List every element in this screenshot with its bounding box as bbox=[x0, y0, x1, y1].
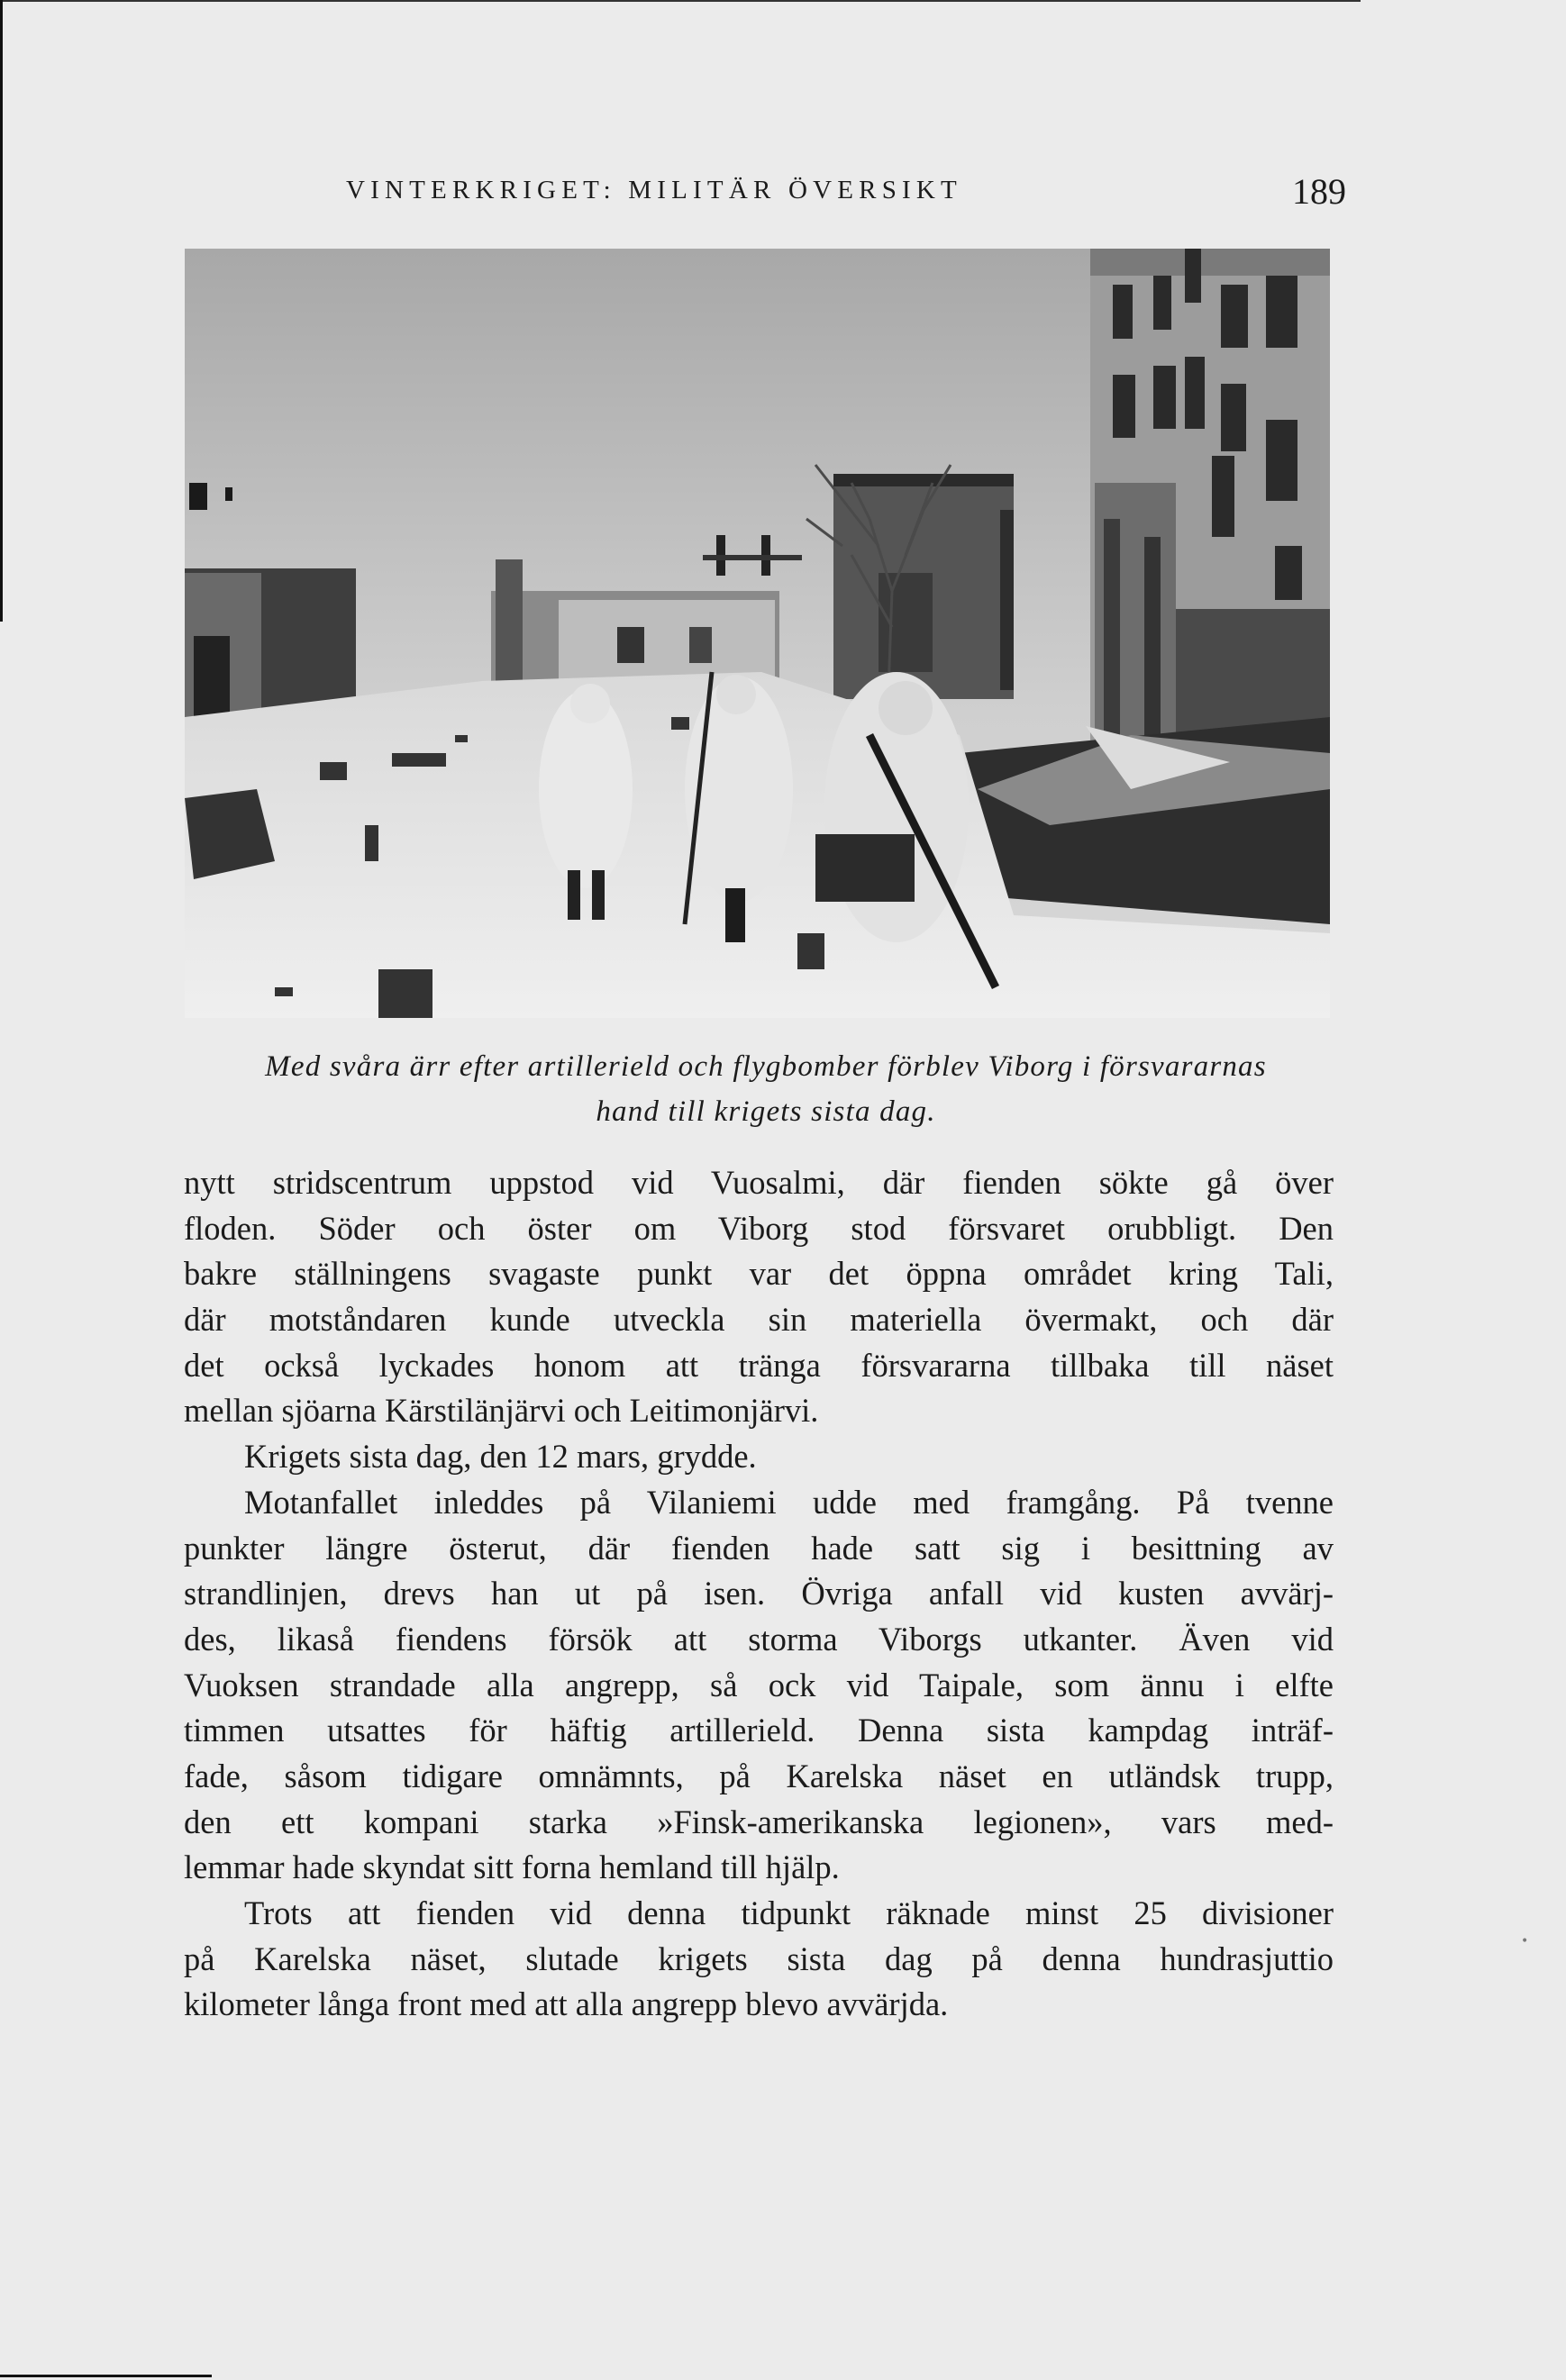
text-line: kilometer långa front med att alla angrepp blevo avvärjda. bbox=[184, 1985, 949, 2023]
scan-top-edge bbox=[0, 0, 1361, 2]
scan-speck: • bbox=[1521, 1934, 1529, 1949]
paragraph bbox=[184, 1891, 1334, 2028]
paragraph bbox=[184, 1480, 1334, 1891]
running-head bbox=[346, 170, 1346, 215]
running-title: VINTERKRIGET: MILITÄR ÖVERSIKT bbox=[346, 176, 962, 204]
text-line: punkter längre österut, där fienden hade satt sig i besittning av bbox=[184, 1529, 1334, 1567]
caption-line: hand till krigets sista dag. bbox=[596, 1095, 936, 1128]
text-line: bakre ställningens svagaste punkt var det öppna området kring Tali, bbox=[184, 1255, 1334, 1293]
body-text bbox=[184, 1160, 1334, 2028]
war-photo bbox=[185, 249, 1330, 1018]
text-line: Vuoksen strandade alla angrepp, så ock vid Taipale, som ännu i elfte bbox=[184, 1666, 1334, 1703]
text-line: Motanfallet inleddes på Vilaniemi udde med framgång. På tvenne bbox=[244, 1483, 1334, 1521]
text-line: mellan sjöarna Kärstilänjärvi och Leitimonjärvi. bbox=[184, 1392, 819, 1430]
text-line: Trots att fienden vid denna tidpunkt räknade minst 25 divisioner bbox=[244, 1894, 1334, 1931]
text-line: floden. Söder och öster om Viborg stod försvaret orubbligt. Den bbox=[184, 1209, 1334, 1247]
text-line: på Karelska näset, slutade krigets sista dag på denna hundrasjuttio bbox=[184, 1939, 1334, 1977]
text-line: nytt stridscentrum uppstod vid Vuosalmi, där fienden sökte gå över bbox=[184, 1164, 1334, 1201]
text-line: lemmar hade skyndat sitt forna hemland till hjälp. bbox=[184, 1849, 840, 1886]
text-line: timmen utsattes för häftig artillerield. Denna sista kampdag inträf- bbox=[184, 1712, 1334, 1749]
text-line: strandlinjen, drevs han ut på isen. Övriga anfall vid kusten avvärj- bbox=[184, 1575, 1334, 1612]
text-line: där motståndaren kunde utveckla sin materiella övermakt, och där bbox=[184, 1301, 1334, 1339]
page-number: 189 bbox=[1292, 171, 1346, 212]
photo-caption bbox=[180, 1044, 1352, 1134]
scan-bottom-edge bbox=[0, 2375, 212, 2377]
text-line: des, likaså fiendens försök att storma Viborgs utkanter. Även vid bbox=[184, 1620, 1334, 1658]
paragraph bbox=[184, 1160, 1334, 1434]
scan-left-edge bbox=[0, 0, 3, 622]
caption-line: Med svåra ärr efter artillerield och flygbomber förblev Viborg i försvararnas bbox=[265, 1050, 1267, 1083]
text-line: det också lyckades honom att tränga försvararna tillbaka till näset bbox=[184, 1346, 1334, 1384]
photo-illustration-icon bbox=[185, 249, 1330, 1018]
text-line: den ett kompani starka »Finsk-amerikanska legionen», vars med- bbox=[184, 1803, 1334, 1840]
text-line: Krigets sista dag, den 12 mars, grydde. bbox=[244, 1438, 757, 1476]
paragraph bbox=[184, 1434, 1334, 1480]
text-line: fade, såsom tidigare omnämnts, på Karelska näset en utländsk trupp, bbox=[184, 1757, 1334, 1794]
